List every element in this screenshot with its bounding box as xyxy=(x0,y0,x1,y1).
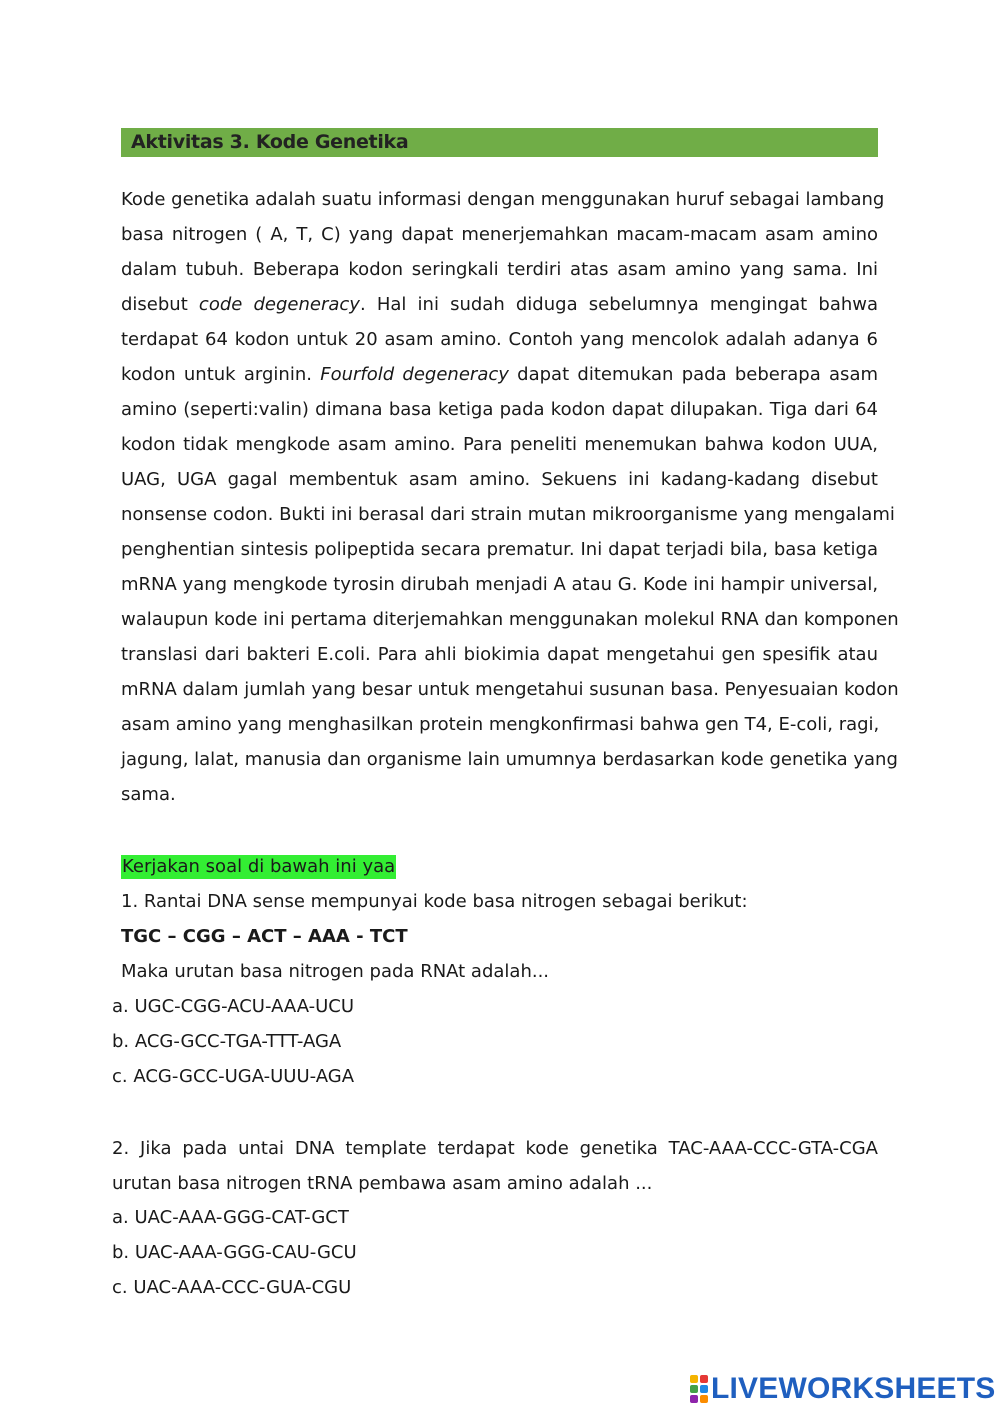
question-2-option-c[interactable]: c. UAC-AAA-CCC-GUA-CGU xyxy=(112,1277,352,1298)
liveworksheets-logo xyxy=(690,1372,996,1406)
logo-tile xyxy=(690,1385,698,1393)
liveworksheets-logo-text: LIVEWORKSHEETS xyxy=(711,1372,996,1405)
body-line: mRNA yang mengkode tyrosin dirubah menjadi A atau G. Kode ini hampir universal, xyxy=(121,574,879,595)
instruction-highlight: Kerjakan soal di bawah ini yaa xyxy=(122,856,396,877)
body-text: . Hal ini sudah diduga sebelumnya mengingat bahwa xyxy=(359,294,879,315)
body-line: penghentian sintesis polipeptida secara prematur. Ini dapat terjadi bila, basa ketiga xyxy=(121,539,878,560)
logo-tile xyxy=(690,1375,698,1383)
italic-term: code degeneracy xyxy=(198,294,360,315)
question-2-option-a[interactable]: a. UAC-AAA-GGG-CAT-GCT xyxy=(112,1207,349,1228)
question-1-option-c[interactable]: c. ACG-GCC-UGA-UUU-AGA xyxy=(112,1066,355,1087)
question-2-option-b[interactable]: b. UAC-AAA-GGG-CAU-GCU xyxy=(112,1242,357,1263)
body-line: terdapat 64 kodon untuk 20 asam amino. Contoh yang mencolok adalah adanya 6 xyxy=(121,329,878,350)
logo-tile xyxy=(700,1375,708,1383)
body-text: disebut xyxy=(121,294,199,315)
body-text: dapat ditemukan pada beberapa asam xyxy=(508,364,879,385)
body-line: basa nitrogen ( A, T, C) yang dapat menerjemahkan macam-macam asam amino xyxy=(121,224,878,245)
section-title: Aktivitas 3. Kode Genetika xyxy=(131,131,409,153)
body-line: translasi dari bakteri E.coli. Para ahli biokimia dapat mengetahui gen spesifik atau xyxy=(121,644,878,665)
logo-tile xyxy=(700,1385,708,1393)
body-paragraph xyxy=(121,182,899,812)
logo-tile xyxy=(690,1395,698,1403)
body-line: mRNA dalam jumlah yang besar untuk mengetahui susunan basa. Penyesuaian kodon xyxy=(121,679,899,700)
question-1-option-a[interactable]: a. UGC-CGG-ACU-AAA-UCU xyxy=(112,996,355,1017)
question-1-option-b[interactable]: b. ACG-GCC-TGA-TTT-AGA xyxy=(112,1031,342,1052)
question-1-sequence: TGC – CGG – ACT – AAA - TCT xyxy=(121,926,408,947)
body-line: nonsense codon. Bukti ini berasal dari strain mutan mikroorganisme yang mengalami xyxy=(121,504,895,525)
liveworksheets-logo-icon xyxy=(690,1375,708,1403)
section-heading-bar xyxy=(121,128,878,157)
body-line: walaupun kode ini pertama diterjemahkan menggunakan molekul RNA dan komponen xyxy=(121,609,899,630)
body-line: asam amino yang menghasilkan protein mengkonfirmasi bahwa gen T4, E-coli, ragi, xyxy=(121,714,880,735)
body-text: kodon untuk arginin. xyxy=(121,364,321,385)
body-line: amino (seperti:valin) dimana basa ketiga pada kodon dapat dilupakan. Tiga dari 64 xyxy=(121,399,878,420)
body-line xyxy=(121,357,878,392)
logo-tile xyxy=(700,1395,708,1403)
body-line: Kode genetika adalah suatu informasi dengan menggunakan huruf sebagai lambang xyxy=(121,189,885,210)
body-line xyxy=(121,287,878,322)
question-2-line: urutan basa nitrogen tRNA pembawa asam amino adalah ... xyxy=(112,1173,653,1194)
body-line: dalam tubuh. Beberapa kodon seringkali terdiri atas asam amino yang sama. Ini xyxy=(121,259,878,280)
body-line: sama. xyxy=(121,784,176,805)
body-line: kodon tidak mengkode asam amino. Para peneliti menemukan bahwa kodon UUA, xyxy=(121,434,878,455)
body-line: jagung, lalat, manusia dan organisme lain umumnya berdasarkan kode genetika yang xyxy=(121,749,898,770)
question-1-ask: Maka urutan basa nitrogen pada RNAt adalah... xyxy=(121,961,550,982)
question-2-line: 2. Jika pada untai DNA template terdapat kode genetika TAC-AAA-CCC-GTA-CGA xyxy=(112,1138,878,1159)
question-1-prompt: 1. Rantai DNA sense mempunyai kode basa nitrogen sebagai berikut: xyxy=(121,891,748,912)
italic-term: Fourfold degeneracy xyxy=(320,364,509,385)
question-2-prompt xyxy=(112,1131,878,1201)
body-line: UAG, UGA gagal membentuk asam amino. Sekuens ini kadang-kadang disebut xyxy=(121,469,878,490)
